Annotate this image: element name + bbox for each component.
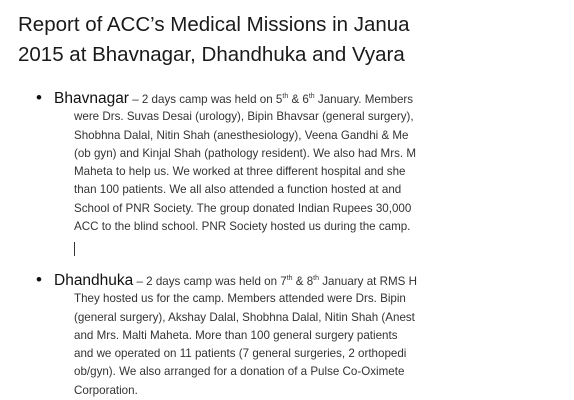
body-line: and Mrs. Malti Maheta. More than 100 general surgery patients xyxy=(74,328,398,342)
section-first-line xyxy=(54,272,574,290)
body-line: They hosted us for the camp. Members attended were Drs. Bipin xyxy=(74,292,406,306)
body-line: (ob gyn) and Kinjal Shah (pathology resident). We also had Mrs. M xyxy=(74,146,416,160)
superscript: th xyxy=(282,93,289,100)
place-name: Bhavnagar xyxy=(54,90,129,107)
body-line: and we operated on 11 patients (7 general surgeries, 2 orthopedi xyxy=(74,347,407,361)
place-name: Dhandhuka xyxy=(54,272,134,289)
superscript: th xyxy=(313,275,319,282)
superscript: th xyxy=(308,93,315,100)
bullet-dhandhuka: • xyxy=(36,270,42,289)
body-line: than 100 patients. We all also attended a function hosted at and xyxy=(74,183,402,197)
section-intro-text: – 2 days camp was held on 5 xyxy=(128,93,283,106)
body-line: (general surgery), Akshay Dalal, Shobhna Dalal, Nitin Shah (Anest xyxy=(74,310,415,324)
body-line: were Drs. Suvas Desai (urology), Bipin Bhavsar (general surgery), xyxy=(74,110,414,124)
section-bhavnagar xyxy=(54,90,574,236)
title-line: Report of ACC’s Medical Missions in Janua xyxy=(18,13,410,36)
section-dhandhuka xyxy=(54,272,574,400)
section-intro-text: – 2 days camp was held on 7 xyxy=(133,275,287,288)
report-title xyxy=(18,10,538,70)
body-line: Maheta to help us. We worked at three different hospital and she xyxy=(74,165,406,179)
superscript: th xyxy=(286,275,293,282)
bullet-bhavnagar: • xyxy=(36,88,42,107)
section-intro-text: & 8 xyxy=(292,275,314,288)
body-line: Corporation. xyxy=(74,383,138,397)
section-first-line xyxy=(54,90,574,108)
body-line: School of PNR Society. The group donated Indian Rupees 30,000 xyxy=(74,201,412,215)
section-intro-text: January at RMS H xyxy=(319,275,417,288)
body-line: Shobhna Dalal, Nitin Shah (anesthesiology), Veena Gandhi & Me xyxy=(74,128,409,142)
section-intro-text: January. Members xyxy=(314,93,414,106)
body-line: ob/gyn). We also arranged for a donation of a Pulse Co-Oximete xyxy=(74,365,405,379)
text-cursor[interactable] xyxy=(74,242,75,256)
body-line: ACC to the blind school. PNR Society hosted us during the camp. xyxy=(74,220,411,234)
title-line: 2015 at Bhavnagar, Dhandhuka and Vyara xyxy=(18,43,405,66)
section-intro-text: & 6 xyxy=(288,93,309,106)
